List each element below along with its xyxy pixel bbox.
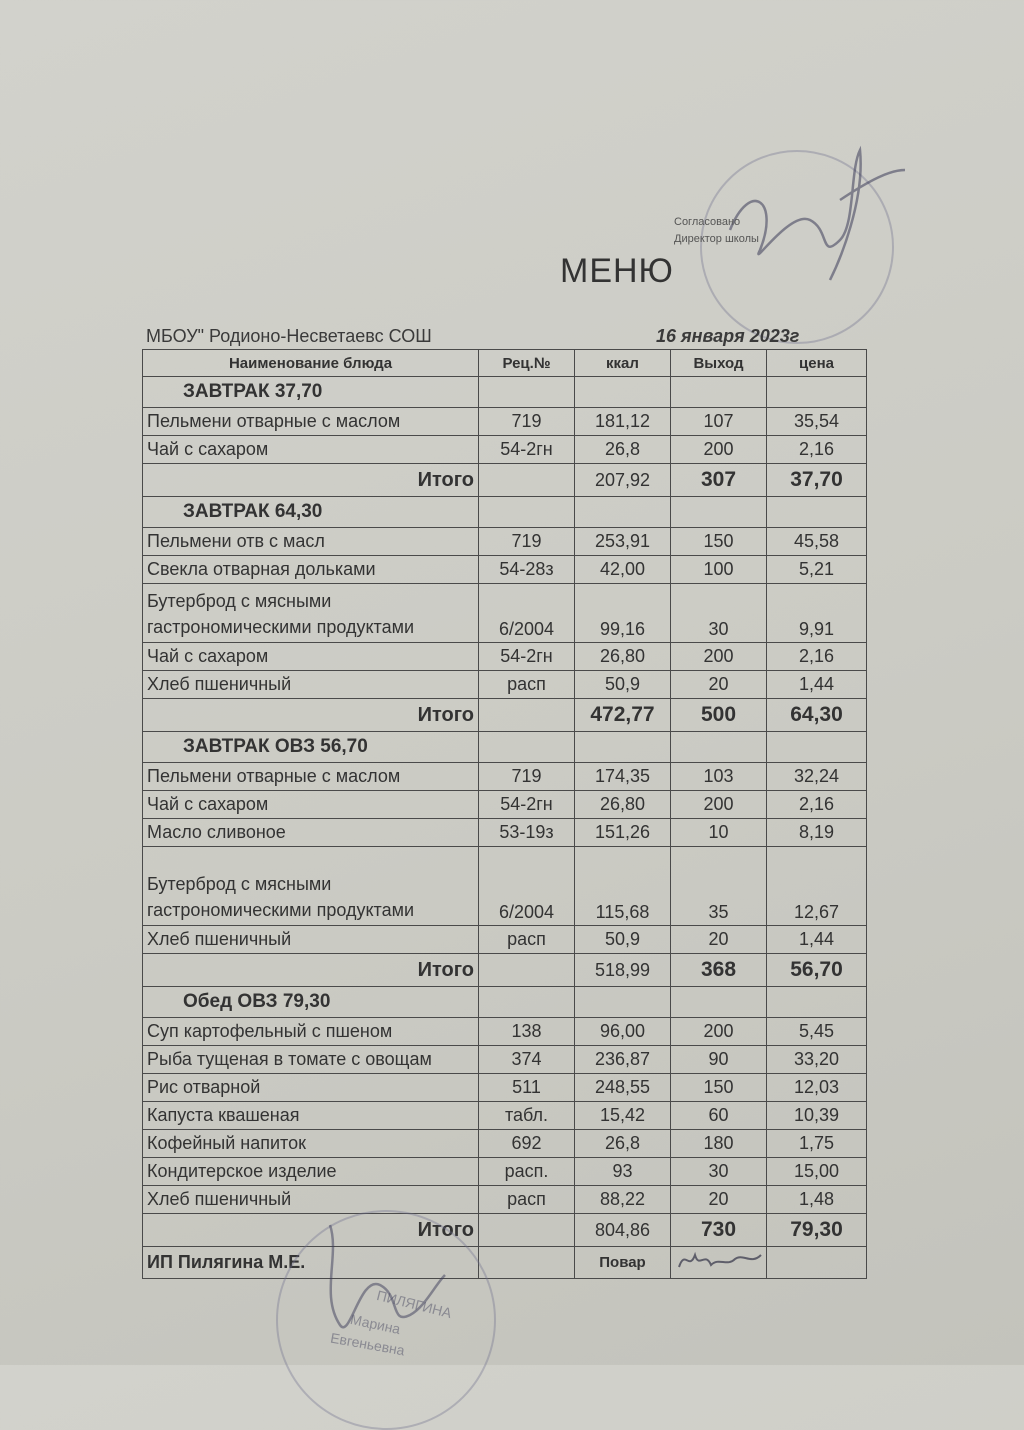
output-value: 180 xyxy=(671,1130,767,1158)
table-row xyxy=(143,791,867,819)
dish-name: Масло сливоное xyxy=(143,819,479,847)
dish-name: Пельмени отв с масл xyxy=(143,528,479,556)
empty-cell xyxy=(479,699,575,732)
recipe-number: табл. xyxy=(479,1102,575,1130)
output-value: 100 xyxy=(671,556,767,584)
price-value: 33,20 xyxy=(767,1046,867,1074)
table-row xyxy=(143,1186,867,1214)
price-value: 1,44 xyxy=(767,671,867,699)
header-row xyxy=(143,350,867,377)
dish-name: Пельмени отварные с маслом xyxy=(143,408,479,436)
empty-cell xyxy=(479,1214,575,1247)
table-row xyxy=(143,584,867,643)
table-row xyxy=(143,671,867,699)
recipe-number: 53-19з xyxy=(479,819,575,847)
recipe-number: расп xyxy=(479,1186,575,1214)
cook-signature-cell xyxy=(671,1247,767,1279)
table-row xyxy=(143,926,867,954)
page-title: МЕНЮ xyxy=(560,252,674,290)
table-row xyxy=(143,1018,867,1046)
empty-cell xyxy=(575,377,671,408)
price-value: 35,54 xyxy=(767,408,867,436)
recipe-number: расп. xyxy=(479,1158,575,1186)
empty-cell xyxy=(767,377,867,408)
total-price: 64,30 xyxy=(767,699,867,732)
total-row xyxy=(143,954,867,987)
dish-name: Бутерброд с мясными гастрономическими продуктами xyxy=(143,584,479,643)
kcal-value: 15,42 xyxy=(575,1102,671,1130)
total-output: 307 xyxy=(671,464,767,497)
kcal-value: 50,9 xyxy=(575,926,671,954)
kcal-value: 115,68 xyxy=(575,847,671,926)
table-row xyxy=(143,819,867,847)
section-title: ЗАВТРАК 64,30 xyxy=(143,497,479,528)
output-value: 107 xyxy=(671,408,767,436)
recipe-number: расп xyxy=(479,671,575,699)
cook-signature xyxy=(675,1247,765,1273)
empty-cell xyxy=(671,497,767,528)
section-title: ЗАВТРАК ОВЗ 56,70 xyxy=(143,732,479,763)
price-value: 12,03 xyxy=(767,1074,867,1102)
menu-body xyxy=(143,377,867,1247)
output-value: 60 xyxy=(671,1102,767,1130)
cook-label: Повар xyxy=(575,1247,671,1279)
kcal-value: 174,35 xyxy=(575,763,671,791)
kcal-value: 26,80 xyxy=(575,643,671,671)
price-value: 9,91 xyxy=(767,584,867,643)
empty-cell xyxy=(479,377,575,408)
empty-cell xyxy=(479,987,575,1018)
total-output: 730 xyxy=(671,1214,767,1247)
recipe-number: 719 xyxy=(479,763,575,791)
total-price: 56,70 xyxy=(767,954,867,987)
section-header-row xyxy=(143,987,867,1018)
section-title: ЗАВТРАК 37,70 xyxy=(143,377,479,408)
kcal-value: 88,22 xyxy=(575,1186,671,1214)
empty-cell xyxy=(767,987,867,1018)
recipe-number: 6/2004 xyxy=(479,584,575,643)
output-value: 150 xyxy=(671,528,767,556)
supplier-name: ИП Пилягина М.Е. xyxy=(143,1247,479,1279)
table-row xyxy=(143,556,867,584)
dish-name: Хлеб пшеничный xyxy=(143,926,479,954)
kcal-value: 248,55 xyxy=(575,1074,671,1102)
price-value: 1,48 xyxy=(767,1186,867,1214)
price-value: 10,39 xyxy=(767,1102,867,1130)
total-kcal: 207,92 xyxy=(575,464,671,497)
dish-name: Рис отварной xyxy=(143,1074,479,1102)
approval-line-1: Согласовано xyxy=(674,216,741,228)
price-value: 8,19 xyxy=(767,819,867,847)
empty-cell xyxy=(767,1247,867,1279)
kcal-value: 96,00 xyxy=(575,1018,671,1046)
recipe-number: 54-2гн xyxy=(479,643,575,671)
total-kcal: 472,77 xyxy=(575,699,671,732)
dish-name: Капуста квашеная xyxy=(143,1102,479,1130)
recipe-number: 692 xyxy=(479,1130,575,1158)
recipe-number: 374 xyxy=(479,1046,575,1074)
col-header-kcal: ккал xyxy=(575,350,671,377)
table-row xyxy=(143,436,867,464)
empty-cell xyxy=(575,987,671,1018)
output-value: 35 xyxy=(671,847,767,926)
kcal-value: 26,8 xyxy=(575,436,671,464)
dish-name: Рыба тущеная в томате с овощам xyxy=(143,1046,479,1074)
empty-cell xyxy=(575,732,671,763)
dish-name: Чай с сахаром xyxy=(143,643,479,671)
section-title: Обед ОВЗ 79,30 xyxy=(143,987,479,1018)
price-value: 2,16 xyxy=(767,643,867,671)
table-row xyxy=(143,847,867,926)
price-value: 1,75 xyxy=(767,1130,867,1158)
empty-cell xyxy=(767,497,867,528)
total-row xyxy=(143,1214,867,1247)
recipe-number: 54-2гн xyxy=(479,436,575,464)
table-row xyxy=(143,763,867,791)
price-value: 5,45 xyxy=(767,1018,867,1046)
recipe-number: 54-28з xyxy=(479,556,575,584)
supplier-signature xyxy=(300,1215,450,1345)
recipe-number: 719 xyxy=(479,528,575,556)
table-row xyxy=(143,408,867,436)
total-label: Итого xyxy=(143,954,479,987)
price-value: 15,00 xyxy=(767,1158,867,1186)
kcal-value: 42,00 xyxy=(575,556,671,584)
table-row xyxy=(143,1102,867,1130)
kcal-value: 26,80 xyxy=(575,791,671,819)
stamp-text-2: Марина xyxy=(348,1310,402,1338)
approval-line-2: Директор школы xyxy=(674,233,759,245)
output-value: 200 xyxy=(671,436,767,464)
dish-name: Бутерброд с мясными гастрономическими продуктами xyxy=(143,847,479,926)
menu-table xyxy=(142,349,867,1279)
recipe-number: 138 xyxy=(479,1018,575,1046)
price-value: 5,21 xyxy=(767,556,867,584)
menu-date: 16 января 2023г xyxy=(656,326,800,346)
empty-cell xyxy=(575,497,671,528)
output-value: 10 xyxy=(671,819,767,847)
recipe-number: расп xyxy=(479,926,575,954)
empty-cell xyxy=(671,732,767,763)
output-value: 200 xyxy=(671,791,767,819)
output-value: 103 xyxy=(671,763,767,791)
kcal-value: 181,12 xyxy=(575,408,671,436)
kcal-value: 236,87 xyxy=(575,1046,671,1074)
table-row xyxy=(143,528,867,556)
kcal-value: 50,9 xyxy=(575,671,671,699)
dish-name: Суп картофельный с пшеном xyxy=(143,1018,479,1046)
table-row xyxy=(143,1074,867,1102)
signature-row xyxy=(143,1247,867,1279)
empty-cell xyxy=(479,1247,575,1279)
kcal-value: 99,16 xyxy=(575,584,671,643)
dish-name: Пельмени отварные с маслом xyxy=(143,763,479,791)
total-price: 79,30 xyxy=(767,1214,867,1247)
empty-cell xyxy=(767,732,867,763)
total-label: Итого xyxy=(143,1214,479,1247)
stamp-text-1: ПИЛЯГИНА xyxy=(375,1286,454,1322)
table-row xyxy=(143,1158,867,1186)
empty-cell xyxy=(479,954,575,987)
price-value: 12,67 xyxy=(767,847,867,926)
output-value: 200 xyxy=(671,1018,767,1046)
empty-cell xyxy=(479,497,575,528)
col-header-output: Выход xyxy=(671,350,767,377)
dish-name: Чай с сахаром xyxy=(143,436,479,464)
kcal-value: 253,91 xyxy=(575,528,671,556)
kcal-value: 151,26 xyxy=(575,819,671,847)
dish-name: Хлеб пшеничный xyxy=(143,1186,479,1214)
dish-name: Хлеб пшеничный xyxy=(143,671,479,699)
total-label: Итого xyxy=(143,699,479,732)
total-label: Итого xyxy=(143,464,479,497)
col-header-recipe: Рец.№ xyxy=(479,350,575,377)
dish-name: Кондитерское изделие xyxy=(143,1158,479,1186)
total-kcal: 804,86 xyxy=(575,1214,671,1247)
empty-cell xyxy=(479,464,575,497)
empty-cell xyxy=(671,987,767,1018)
kcal-value: 93 xyxy=(575,1158,671,1186)
dish-name: Чай с сахаром xyxy=(143,791,479,819)
output-value: 150 xyxy=(671,1074,767,1102)
approval-block xyxy=(674,214,759,248)
dish-name: Свекла отварная дольками xyxy=(143,556,479,584)
output-value: 20 xyxy=(671,1186,767,1214)
price-value: 45,58 xyxy=(767,528,867,556)
total-row xyxy=(143,464,867,497)
section-header-row xyxy=(143,377,867,408)
recipe-number: 54-2гн xyxy=(479,791,575,819)
col-header-name: Наименование блюда xyxy=(143,350,479,377)
col-header-price: цена xyxy=(767,350,867,377)
recipe-number: 511 xyxy=(479,1074,575,1102)
recipe-number: 6/2004 xyxy=(479,847,575,926)
recipe-number: 719 xyxy=(479,408,575,436)
output-value: 20 xyxy=(671,926,767,954)
stamp-text-3: Евгеньевна xyxy=(329,1329,406,1359)
output-value: 200 xyxy=(671,643,767,671)
total-output: 500 xyxy=(671,699,767,732)
school-name: МБОУ" Родионо-Несветаевс СОШ xyxy=(146,326,432,346)
output-value: 30 xyxy=(671,1158,767,1186)
price-value: 2,16 xyxy=(767,791,867,819)
price-value: 1,44 xyxy=(767,926,867,954)
table-row xyxy=(143,1046,867,1074)
section-header-row xyxy=(143,732,867,763)
output-value: 90 xyxy=(671,1046,767,1074)
empty-cell xyxy=(671,377,767,408)
price-value: 2,16 xyxy=(767,436,867,464)
total-price: 37,70 xyxy=(767,464,867,497)
total-output: 368 xyxy=(671,954,767,987)
total-kcal: 518,99 xyxy=(575,954,671,987)
empty-cell xyxy=(479,732,575,763)
table-row xyxy=(143,1130,867,1158)
output-value: 30 xyxy=(671,584,767,643)
output-value: 20 xyxy=(671,671,767,699)
price-value: 32,24 xyxy=(767,763,867,791)
section-header-row xyxy=(143,497,867,528)
table-row xyxy=(143,643,867,671)
dish-name: Кофейный напиток xyxy=(143,1130,479,1158)
total-row xyxy=(143,699,867,732)
kcal-value: 26,8 xyxy=(575,1130,671,1158)
